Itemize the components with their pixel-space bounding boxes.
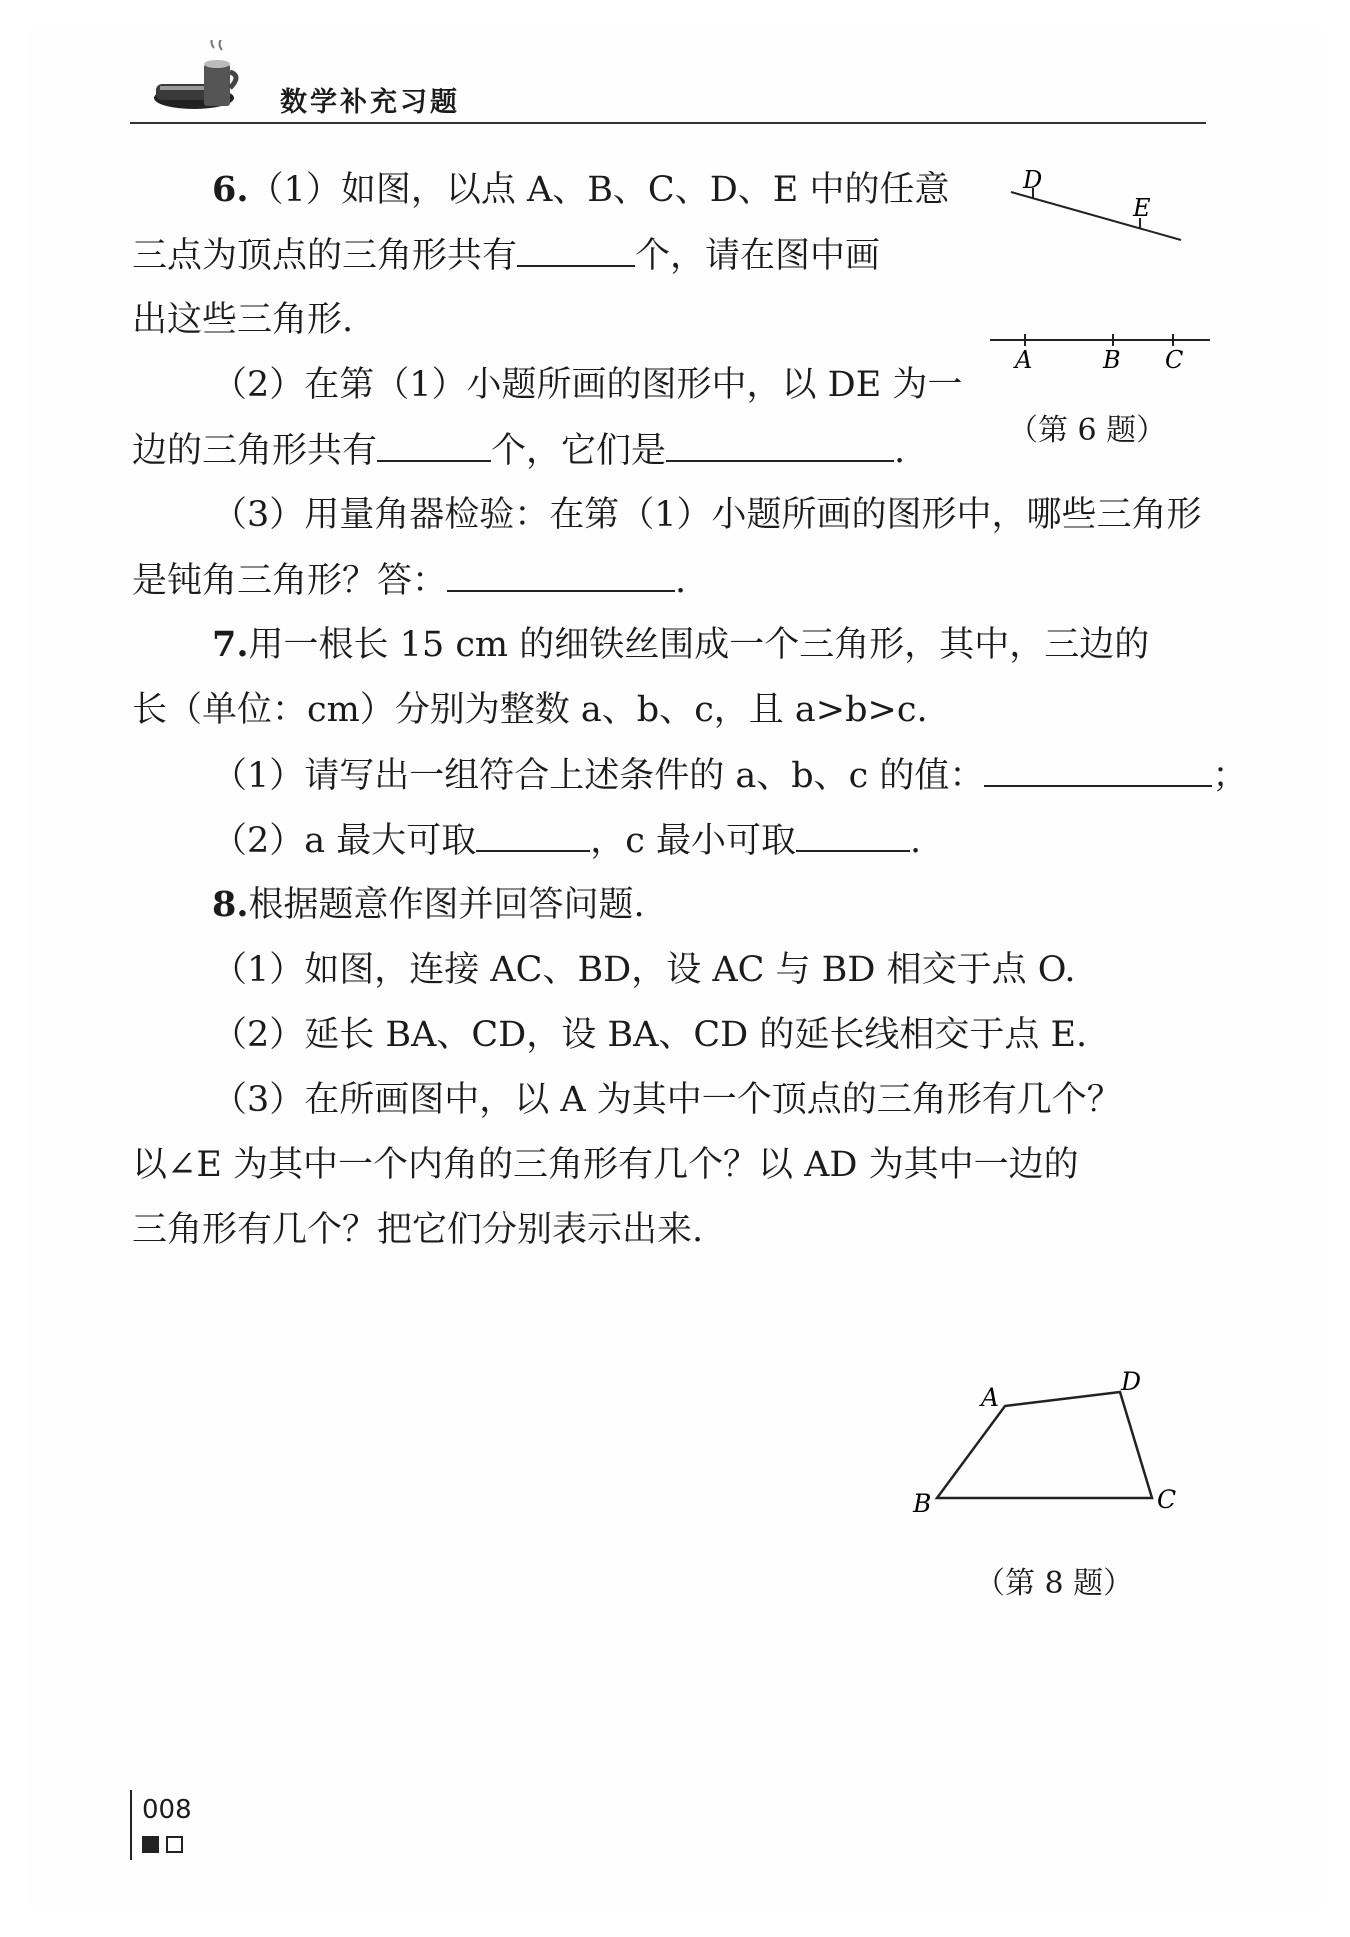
q6-number: 6.	[212, 169, 249, 210]
q6-text-5c: .	[894, 431, 906, 471]
q6-line-5	[132, 430, 905, 471]
q7-blank-c-min[interactable]	[796, 820, 910, 852]
q8-line-2: （1）如图，连接 AC、BD，设 AC 与 BD 相交于点 O.	[212, 950, 1076, 990]
q6-text-5a: 边的三角形共有	[132, 431, 378, 471]
label-d: D	[1023, 166, 1043, 194]
q8-line-6: 三角形有几个？把它们分别表示出来.	[132, 1210, 704, 1250]
q6-line-1	[212, 170, 949, 210]
q7-line-2: 长（单位：cm）分别为整数 a、b、c，且 a>b>c.	[132, 690, 928, 730]
figure-8-caption: （第 8 题）	[975, 1566, 1134, 1601]
line-de	[1011, 192, 1181, 240]
figure-6-caption: （第 6 题）	[1008, 413, 1167, 448]
q6-blank-obtuse[interactable]	[447, 560, 675, 592]
q7-text-1: 用一根长 15 cm 的细铁丝围成一个三角形，其中，三边的	[248, 625, 1150, 665]
q8-line-4: （3）在所画图中，以 A 为其中一个顶点的三角形有几个？	[212, 1080, 1122, 1120]
quadrilateral-abcd	[937, 1392, 1152, 1498]
q8-line-3: （2）延长 BA、CD，设 BA、CD 的延长线相交于点 E.	[212, 1015, 1088, 1055]
q6-blank-de-list[interactable]	[666, 430, 894, 462]
figure-6	[985, 160, 1215, 380]
label-c: C	[1165, 346, 1184, 374]
figure-8	[895, 1360, 1195, 1520]
label-b: B	[913, 1489, 932, 1518]
q6-blank-de-count[interactable]	[377, 430, 491, 462]
q7-number: 7.	[212, 624, 249, 665]
empty-square-icon	[166, 1836, 183, 1853]
q6-line-7	[132, 560, 686, 601]
q7-text-4c: .	[910, 821, 922, 861]
q6-line-6: （3）用量角器检验：在第（1）小题所画的图形中，哪些三角形	[212, 495, 1202, 535]
label-c: C	[1157, 1485, 1177, 1514]
q8-text-1: 根据题意作图并回答问题.	[248, 885, 645, 925]
q7-line-1	[212, 625, 1149, 665]
label-b: B	[1103, 346, 1121, 374]
q8-number: 8.	[212, 884, 249, 925]
q7-line-4	[212, 820, 921, 861]
q8-line-1	[212, 885, 645, 925]
q7-blank-a-max[interactable]	[476, 820, 590, 852]
q7-text-4b: ，c 最小可取	[590, 821, 796, 861]
q6-text-2b: 个，请在图中画	[635, 236, 881, 276]
q6-line-2	[132, 235, 880, 276]
q6-text-2a: 三点为顶点的三角形共有	[132, 236, 518, 276]
q7-text-4a: （2）a 最大可取	[212, 821, 477, 861]
book-and-coffee-cup-icon	[152, 40, 262, 120]
q6-line-4: （2）在第（1）小题所画的图形中，以 DE 为一	[212, 365, 963, 405]
label-a: A	[981, 1383, 1000, 1412]
q7-line-3	[212, 755, 1247, 796]
q6-text-1: （1）如图，以点 A、B、C、D、E 中的任意	[248, 170, 950, 210]
q7-text-3b: ；	[1212, 756, 1248, 796]
label-d: D	[1121, 1367, 1142, 1396]
q6-text-7b: .	[675, 561, 687, 601]
header-title: 数学补充习题	[280, 87, 460, 118]
page-number: 008	[142, 1795, 192, 1825]
footer-divider	[130, 1790, 132, 1860]
q6-text-7a: 是钝角三角形？答：	[132, 561, 448, 601]
page-header	[130, 40, 1206, 124]
label-a: A	[1015, 346, 1033, 374]
label-e: E	[1133, 194, 1151, 222]
q6-line-3: 出这些三角形.	[132, 300, 354, 340]
q6-blank-count[interactable]	[517, 235, 635, 267]
q7-blank-values[interactable]	[984, 755, 1212, 787]
q6-text-5b: 个，它们是	[491, 431, 667, 471]
filled-square-icon	[142, 1836, 159, 1853]
q7-text-3a: （1）请写出一组符合上述条件的 a、b、c 的值：	[212, 756, 985, 796]
q8-line-5: 以∠E 为其中一个内角的三角形有几个？以 AD 为其中一边的	[132, 1145, 1079, 1185]
